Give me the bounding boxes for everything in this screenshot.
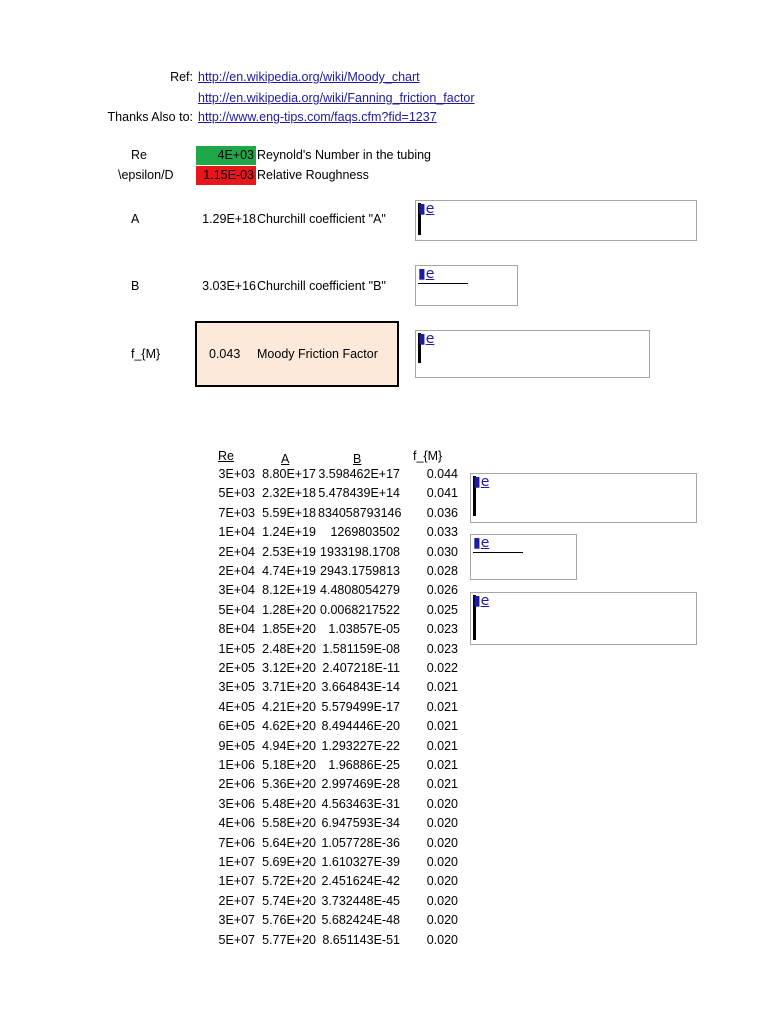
table-header-re: Re xyxy=(218,449,234,463)
table-cell-a: 3.12E+20 xyxy=(262,661,316,675)
table-cell-b: 2.997469E-28 xyxy=(321,777,400,792)
equation-glyph-icon: ▮e xyxy=(473,593,490,609)
table-cell-re: 3E+05 xyxy=(218,680,255,695)
table-cell-f: 0.025 xyxy=(426,602,458,617)
re-description: Reynold's Number in the tubing xyxy=(257,148,432,162)
table-cell-a: 4.74E+19 xyxy=(262,564,316,578)
table-header-f: f_{M} xyxy=(413,449,443,463)
table-cell-a: 2.32E+18 xyxy=(262,486,316,501)
table-cell-a: 5.48E+20 xyxy=(262,796,316,811)
equation-fraction-bar xyxy=(418,283,468,284)
table-cell-b: 0.0068217522 xyxy=(320,602,400,617)
table-cell-a: 5.36E+20 xyxy=(262,777,316,792)
equation-glyph-icon: ▮e xyxy=(418,331,435,347)
table-cell-f: 0.020 xyxy=(426,835,458,850)
table-cell-re: 1E+07 xyxy=(218,874,255,889)
table-cell-b: 4.4808054279 xyxy=(320,583,400,598)
table-cell-a: 2.53E+19 xyxy=(262,544,316,559)
table-cell-re: 2E+04 xyxy=(218,564,255,578)
table-cell-a: 5.74E+20 xyxy=(262,893,316,908)
table-cell-f: 0.021 xyxy=(426,680,458,695)
table-cell-re: 3E+04 xyxy=(218,583,255,598)
table-cell-b: 1.96886E-25 xyxy=(328,758,400,772)
table-cell-a: 5.77E+20 xyxy=(262,932,316,947)
table-cell-b: 8.494446E-20 xyxy=(321,719,400,734)
table-cell-f: 0.041 xyxy=(426,486,458,501)
table-cell-b: 5.579499E-17 xyxy=(321,699,400,714)
epsilon-description: Relative Roughness xyxy=(257,168,369,182)
a-label: A xyxy=(131,212,140,226)
equation-object-f[interactable] xyxy=(415,330,650,378)
equation-glyph-icon: ▮e xyxy=(473,535,490,551)
table-cell-b: 1933198.1708 xyxy=(320,544,400,559)
f-value: 0.043 xyxy=(209,347,241,361)
table-cell-b: 834058793146 xyxy=(318,505,402,520)
table-cell-a: 8.12E+19 xyxy=(262,583,316,598)
equation-object-table-b[interactable] xyxy=(470,534,577,580)
table-cell-re: 7E+03 xyxy=(218,505,255,520)
table-cell-b: 2.407218E-11 xyxy=(322,661,400,675)
table-cell-b: 1.057728E-36 xyxy=(321,835,400,850)
f-description: Moody Friction Factor xyxy=(257,347,378,361)
table-cell-a: 5.72E+20 xyxy=(262,874,316,889)
table-cell-b: 8.651143E-51 xyxy=(322,932,400,947)
table-cell-a: 5.59E+18 xyxy=(262,505,316,520)
table-cell-f: 0.020 xyxy=(426,913,458,928)
table-cell-re: 4E+05 xyxy=(218,699,255,714)
table-cell-re: 2E+07 xyxy=(218,893,255,908)
table-cell-re: 9E+05 xyxy=(218,738,255,753)
table-header-a: A xyxy=(281,452,290,466)
re-input-cell[interactable]: 4E+03 xyxy=(196,146,256,165)
table-cell-re: 1E+07 xyxy=(218,855,255,869)
epsilon-label: \epsilon/D xyxy=(118,168,174,182)
table-cell-b: 3.598462E+17 xyxy=(318,467,400,481)
equation-glyph-icon: ▮e xyxy=(418,266,435,282)
table-cell-re: 2E+06 xyxy=(218,777,255,792)
table-cell-a: 5.69E+20 xyxy=(262,855,316,869)
equation-glyph-icon: ▮e xyxy=(473,474,490,490)
table-cell-re: 2E+05 xyxy=(218,661,255,675)
equation-glyph-icon: ▮e xyxy=(418,201,435,217)
table-cell-re: 1E+05 xyxy=(218,641,255,656)
a-value: 1.29E+18 xyxy=(202,212,256,226)
table-cell-f: 0.026 xyxy=(426,583,458,598)
table-cell-b: 1.03857E-05 xyxy=(328,622,400,637)
table-cell-a: 1.85E+20 xyxy=(262,622,316,637)
table-cell-f: 0.020 xyxy=(426,893,458,908)
table-cell-a: 1.24E+19 xyxy=(262,525,316,540)
fanning-friction-link[interactable]: http://en.wikipedia.org/wiki/Fanning_friction_factor xyxy=(198,91,475,105)
equation-object-table-f[interactable] xyxy=(470,592,697,645)
table-cell-re: 7E+06 xyxy=(218,835,255,850)
thanks-label: Thanks Also to: xyxy=(107,110,193,124)
table-cell-f: 0.020 xyxy=(426,855,458,869)
b-value: 3.03E+16 xyxy=(202,279,256,293)
table-cell-f: 0.021 xyxy=(426,699,458,714)
table-cell-a: 4.21E+20 xyxy=(262,699,316,714)
table-cell-b: 5.478439E+14 xyxy=(318,486,400,501)
table-cell-b: 3.664843E-14 xyxy=(321,680,400,695)
table-cell-re: 3E+03 xyxy=(218,467,255,481)
table-cell-a: 4.62E+20 xyxy=(262,719,316,734)
table-cell-f: 0.023 xyxy=(426,622,458,637)
table-cell-a: 5.58E+20 xyxy=(262,816,316,831)
table-cell-f: 0.044 xyxy=(426,467,458,481)
table-cell-re: 8E+04 xyxy=(218,622,255,637)
equation-fraction-bar xyxy=(473,552,523,553)
table-cell-b: 6.947593E-34 xyxy=(321,816,400,831)
table-cell-f: 0.021 xyxy=(426,738,458,753)
table-cell-a: 4.94E+20 xyxy=(262,738,316,753)
f-label: f_{M} xyxy=(131,347,161,361)
table-cell-re: 5E+07 xyxy=(218,932,255,947)
table-cell-re: 5E+04 xyxy=(218,602,255,617)
ref-label: Ref: xyxy=(170,70,193,84)
equation-object-a[interactable] xyxy=(415,200,697,241)
table-cell-f: 0.021 xyxy=(426,719,458,734)
table-cell-b: 1269803502 xyxy=(330,525,400,540)
table-cell-f: 0.030 xyxy=(426,544,458,559)
table-cell-b: 2.451624E-42 xyxy=(321,874,400,889)
table-cell-f: 0.033 xyxy=(426,525,458,540)
table-cell-b: 4.563463E-31 xyxy=(321,796,400,811)
table-cell-b: 3.732448E-45 xyxy=(321,893,400,908)
table-cell-re: 3E+06 xyxy=(218,796,255,811)
table-cell-b: 1.293227E-22 xyxy=(321,738,400,753)
table-cell-f: 0.022 xyxy=(426,661,458,675)
epsilon-input-cell[interactable]: 1.15E-03 xyxy=(196,166,256,185)
table-cell-a: 5.18E+20 xyxy=(262,758,316,772)
table-cell-a: 2.48E+20 xyxy=(262,641,316,656)
table-header-b: B xyxy=(353,452,362,466)
table-cell-re: 4E+06 xyxy=(218,816,255,831)
table-cell-a: 8.80E+17 xyxy=(262,467,316,481)
table-cell-f: 0.021 xyxy=(426,758,458,772)
table-cell-f: 0.020 xyxy=(426,796,458,811)
table-cell-re: 5E+03 xyxy=(218,486,255,501)
table-cell-a: 5.64E+20 xyxy=(262,835,316,850)
equation-object-b[interactable] xyxy=(415,265,518,306)
table-cell-a: 5.76E+20 xyxy=(262,913,316,928)
moody-chart-link[interactable]: http://en.wikipedia.org/wiki/Moody_chart xyxy=(198,70,420,84)
eng-tips-link[interactable]: http://www.eng-tips.com/faqs.cfm?fid=1237 xyxy=(198,110,437,124)
table-cell-re: 1E+04 xyxy=(218,525,255,540)
table-cell-b: 1.610327E-39 xyxy=(321,855,400,869)
table-cell-f: 0.020 xyxy=(426,816,458,831)
table-cell-f: 0.023 xyxy=(426,641,458,656)
table-cell-re: 2E+04 xyxy=(218,544,255,559)
table-cell-a: 3.71E+20 xyxy=(262,680,316,695)
table-cell-f: 0.020 xyxy=(426,874,458,889)
b-description: Churchill coefficient "B" xyxy=(257,279,386,293)
b-label: B xyxy=(131,279,140,293)
a-description: Churchill coefficient "A" xyxy=(257,212,386,226)
table-cell-a: 1.28E+20 xyxy=(262,602,316,617)
equation-object-table-a[interactable] xyxy=(470,473,697,523)
table-cell-f: 0.020 xyxy=(426,932,458,947)
table-cell-f: 0.021 xyxy=(426,777,458,792)
table-cell-f: 0.028 xyxy=(426,564,458,578)
table-cell-f: 0.036 xyxy=(426,505,458,520)
table-cell-re: 3E+07 xyxy=(218,913,255,928)
table-cell-b: 2943.1759813 xyxy=(320,564,400,578)
table-cell-b: 1.581159E-08 xyxy=(322,641,400,656)
table-cell-b: 5.682424E-48 xyxy=(321,913,400,928)
re-label: Re xyxy=(131,148,147,162)
table-cell-re: 6E+05 xyxy=(218,719,255,734)
table-cell-re: 1E+06 xyxy=(218,758,255,772)
